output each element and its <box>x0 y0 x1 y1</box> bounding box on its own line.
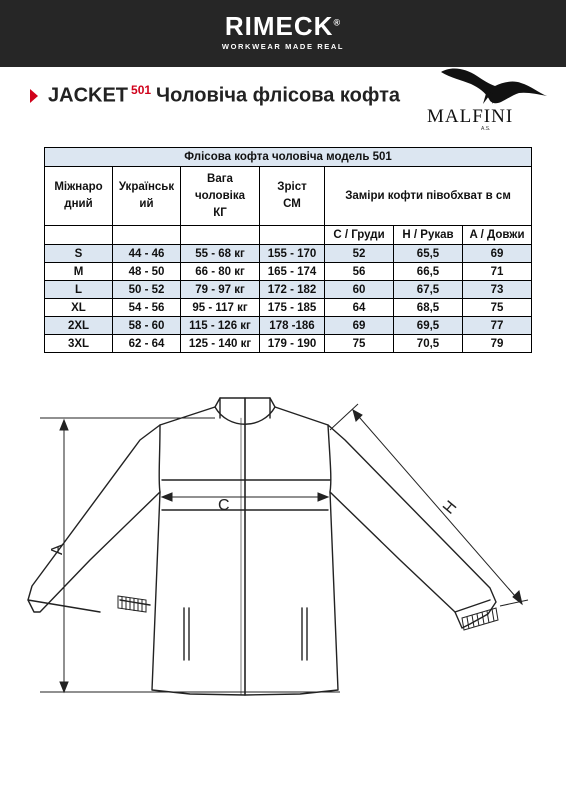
subheader-h: H / Рукав <box>394 226 463 245</box>
cell-c: 69 <box>325 317 394 335</box>
left-cuff <box>118 596 146 612</box>
arrow-icon <box>30 89 38 103</box>
table-row <box>45 335 532 353</box>
table-header-row <box>45 167 532 226</box>
jacket-outline <box>28 398 496 695</box>
table-row <box>45 299 532 317</box>
table-row <box>45 263 532 281</box>
brand-tagline: WORKWEAR MADE REAL <box>221 42 345 51</box>
header-intl: Міжнаро дний <box>45 167 113 226</box>
cell-c: 64 <box>325 299 394 317</box>
right-pocket <box>302 608 307 660</box>
cell-height: 179 - 190 <box>260 335 325 353</box>
cell-ua: 50 - 52 <box>113 281 181 299</box>
table-title: Флісова кофта чоловіча модель 501 <box>45 148 532 167</box>
label-h: H <box>440 497 461 518</box>
cell-height: 172 - 182 <box>260 281 325 299</box>
label-a: A <box>49 544 66 555</box>
table-row <box>45 281 532 299</box>
dimension-a <box>40 418 340 692</box>
cell-height: 155 - 170 <box>260 245 325 263</box>
cell-weight: 125 - 140 кг <box>181 335 260 353</box>
table-subheader-row <box>45 226 532 245</box>
cell-height: 178 -186 <box>260 317 325 335</box>
cell-intl: S <box>45 245 113 263</box>
cell-h: 70,5 <box>394 335 463 353</box>
cell-h: 68,5 <box>394 299 463 317</box>
cell-a: 75 <box>463 299 532 317</box>
cell-intl: 2XL <box>45 317 113 335</box>
brand-name <box>0 11 566 42</box>
label-c: C <box>218 497 230 514</box>
cell-intl: L <box>45 281 113 299</box>
cell-a: 77 <box>463 317 532 335</box>
cell-ua: 54 - 56 <box>113 299 181 317</box>
cell-h: 67,5 <box>394 281 463 299</box>
header-height: Зріст СМ <box>260 167 325 226</box>
bird-icon <box>425 66 551 106</box>
header-ua: Українськ ий <box>113 167 181 226</box>
logo-wordmark: MALFINI <box>427 106 514 127</box>
cell-h: 69,5 <box>394 317 463 335</box>
cell-a: 79 <box>463 335 532 353</box>
header-weight: Вага чоловіка КГ <box>181 167 260 226</box>
logo-subtext: A.S. <box>481 126 491 132</box>
size-table <box>44 147 532 353</box>
dimension-h <box>330 404 528 606</box>
left-pocket <box>184 608 189 660</box>
brand-text: RIMECK <box>224 11 334 41</box>
cell-a: 71 <box>463 263 532 281</box>
cell-ua: 58 - 60 <box>113 317 181 335</box>
brand-header <box>0 0 566 67</box>
product-description: Чоловіча флісова кофта <box>156 84 401 107</box>
cell-c: 52 <box>325 245 394 263</box>
yoke-panel <box>162 480 330 510</box>
cell-ua: 62 - 64 <box>113 335 181 353</box>
cell-weight: 95 - 117 кг <box>181 299 260 317</box>
registered-mark: ® <box>333 17 342 28</box>
subheader-c: C / Груди <box>325 226 394 245</box>
cell-height: 165 - 174 <box>260 263 325 281</box>
subheader-blank <box>45 226 113 245</box>
subheader-a: A / Довжи <box>463 226 532 245</box>
cell-intl: XL <box>45 299 113 317</box>
product-name: JACKET <box>48 84 129 107</box>
cell-c: 75 <box>325 335 394 353</box>
table-row <box>45 245 532 263</box>
cell-a: 69 <box>463 245 532 263</box>
subheader-blank <box>113 226 181 245</box>
jacket-diagram <box>0 378 566 798</box>
cell-ua: 48 - 50 <box>113 263 181 281</box>
cell-weight: 79 - 97 кг <box>181 281 260 299</box>
cell-a: 73 <box>463 281 532 299</box>
cell-intl: 3XL <box>45 335 113 353</box>
subheader-blank <box>181 226 260 245</box>
cell-h: 65,5 <box>394 245 463 263</box>
product-title <box>30 83 400 113</box>
cell-weight: 66 - 80 кг <box>181 263 260 281</box>
model-number: 501 <box>131 83 152 97</box>
cell-c: 56 <box>325 263 394 281</box>
malfini-logo <box>425 66 551 132</box>
cell-c: 60 <box>325 281 394 299</box>
cell-weight: 55 - 68 кг <box>181 245 260 263</box>
cell-height: 175 - 185 <box>260 299 325 317</box>
cell-ua: 44 - 46 <box>113 245 181 263</box>
table-title-row <box>45 148 532 167</box>
cell-weight: 115 - 126 кг <box>181 317 260 335</box>
cell-h: 66,5 <box>394 263 463 281</box>
header-measure: Заміри кофти півобхват в см <box>325 167 532 226</box>
table-row <box>45 317 532 335</box>
subheader-blank <box>260 226 325 245</box>
cell-intl: M <box>45 263 113 281</box>
